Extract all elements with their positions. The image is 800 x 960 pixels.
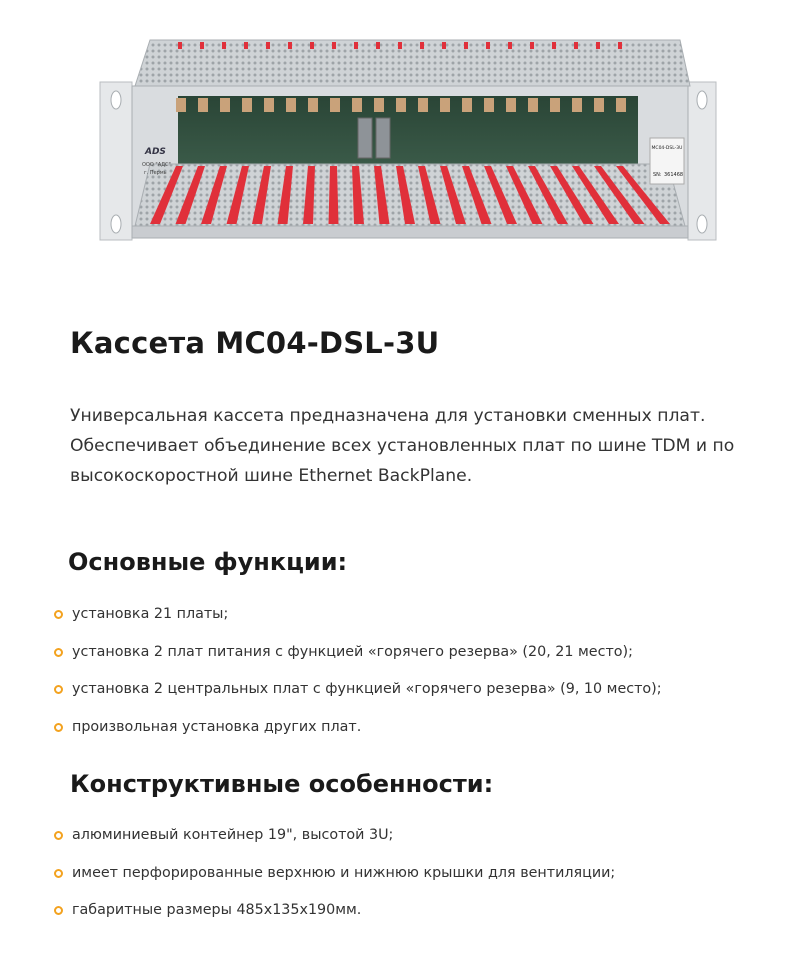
- list-item: габаритные размеры 485х135х190мм.: [54, 900, 615, 938]
- backplane-connector: [286, 98, 296, 112]
- top-guide: [420, 42, 424, 49]
- top-guide: [332, 42, 336, 49]
- serial-prefix: SN:: [653, 172, 662, 178]
- page-title: Кассета МС04-DSL-3U: [70, 326, 440, 360]
- top-guide: [178, 42, 182, 49]
- backplane-connector: [462, 98, 472, 112]
- backplane-connector: [506, 98, 516, 112]
- top-guide: [596, 42, 600, 49]
- list-item: установка 2 центральных плат с функцией «горячего резерва» (9, 10 место);: [54, 679, 662, 717]
- bullet-icon: [54, 723, 63, 732]
- maker-logo: ADS: [145, 147, 166, 157]
- bullet-icon: [54, 685, 63, 694]
- list-item: установка 21 платы;: [54, 604, 662, 642]
- top-guide: [310, 42, 314, 49]
- backplane-connector: [330, 98, 340, 112]
- features-list: [54, 825, 615, 938]
- intro-paragraph: Универсальная кассета предназначена для установки сменных плат. Обеспечивает объединение всех установленных плат по шине TDM и по высокоскоростной шине Ethernet BackPlane.: [70, 406, 735, 486]
- bullet-icon: [54, 869, 63, 878]
- backplane-connector: [484, 98, 494, 112]
- bullet-icon: [54, 906, 63, 915]
- functions-list: [54, 604, 662, 754]
- top-guide: [288, 42, 292, 49]
- bullet-icon: [54, 648, 63, 657]
- backplane-connector: [396, 98, 406, 112]
- top-guide: [398, 42, 402, 49]
- functions-heading: Основные функции:: [68, 548, 348, 576]
- backplane-connector: [264, 98, 274, 112]
- backplane-connector: [220, 98, 230, 112]
- top-guide: [200, 42, 204, 49]
- backplane-connector: [352, 98, 362, 112]
- backplane-connector: [550, 98, 560, 112]
- top-guide: [442, 42, 446, 49]
- top-guide: [618, 42, 622, 49]
- top-guide: [266, 42, 270, 49]
- serial-value: 361468: [664, 172, 684, 178]
- card-guide: [329, 166, 339, 224]
- top-guide: [508, 42, 512, 49]
- backplane-connector: [418, 98, 428, 112]
- backplane-connector: [594, 98, 604, 112]
- list-item: алюминиевый контейнер 19", высотой 3U;: [54, 825, 615, 863]
- maker-line1: ООО "АДС": [142, 162, 171, 168]
- backplane-connector: [308, 98, 318, 112]
- top-guide: [464, 42, 468, 49]
- top-guide: [376, 42, 380, 49]
- backplane-connector: [242, 98, 252, 112]
- features-heading: Конструктивные особенности:: [70, 770, 494, 798]
- list-item: имеет перфорированные верхнюю и нижнюю крышки для вентиляции;: [54, 863, 615, 901]
- top-guide: [574, 42, 578, 49]
- top-guide: [244, 42, 248, 49]
- backplane-connector: [176, 98, 186, 112]
- maker-line2: г. Пермь: [144, 170, 167, 176]
- top-guide: [222, 42, 226, 49]
- backplane-connector: [198, 98, 208, 112]
- top-guide: [486, 42, 490, 49]
- top-guide: [530, 42, 534, 49]
- backplane-connector: [572, 98, 582, 112]
- bullet-icon: [54, 831, 63, 840]
- list-item: произвольная установка других плат.: [54, 717, 662, 755]
- backplane-connector: [528, 98, 538, 112]
- top-cover: [135, 40, 690, 86]
- backplane-connector: [374, 98, 384, 112]
- list-item: установка 2 плат питания с функцией «горячего резерва» (20, 21 место);: [54, 642, 662, 680]
- top-guide: [354, 42, 358, 49]
- product-photo: [0, 0, 800, 270]
- backplane-connector: [616, 98, 626, 112]
- top-guide: [552, 42, 556, 49]
- bullet-icon: [54, 610, 63, 619]
- model-label-text: МС04-DSL-3U: [651, 146, 683, 151]
- backplane-connector: [440, 98, 450, 112]
